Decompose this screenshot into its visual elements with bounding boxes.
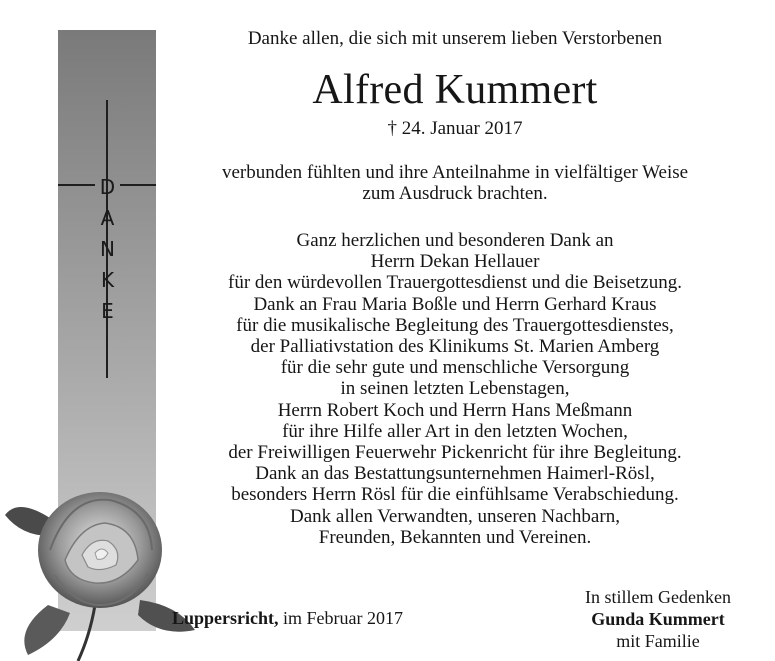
danke-letter: N [100,237,115,261]
place-date [172,608,403,629]
text-line: für die sehr gute und menschliche Versorgung [280,357,630,379]
text-line: besonders Herrn Rösl für die einfühlsame Verabschiedung. [231,484,679,506]
text-line: Ganz herzlichen und besonderen Dank an [296,230,614,251]
text-line: Herrn Dekan Hellauer [370,251,540,273]
sign-name: Gunda Kummert [591,609,725,629]
text-line: Herrn Robert Koch und Herrn Hans Meßmann [277,399,633,421]
cross-left-arm [58,184,95,186]
thanks-paragraph-2 [170,230,740,548]
death-date: † 24. Januar 2017 [387,118,523,139]
danke-letter: E [101,299,114,323]
deceased-name: Alfred Kummert [312,67,598,113]
signature-block [548,586,768,652]
text-line: für die musikalische Begleitung des Trauergottesdienstes, [236,314,674,336]
text-line: Dank an das Bestattungsunternehmen Haimerl-Rösl, [255,463,655,485]
text-line: Dank allen Verwandten, unseren Nachbarn, [290,505,620,527]
text-line: für ihre Hilfe aller Art in den letzten Wochen, [282,420,628,442]
text-line: Dank an Frau Maria Boßle und Herrn Gerhard Kraus [253,293,657,315]
danke-letter: A [100,206,115,230]
text-line: in seinen letzten Lebenstagen, [340,378,570,400]
danke-vertical-word [95,172,120,327]
thanks-paragraph-1 [170,162,740,204]
text-line: Freunden, Bekannten und Vereinen. [318,526,592,548]
text-line: für den würdevollen Trauergottesdienst und die Beisetzung. [228,272,682,294]
notice-date: im Februar 2017 [278,608,403,628]
danke-letter: K [100,268,115,292]
intro-line: Danke allen, die sich mit unserem lieben Verstorbenen [247,28,663,49]
text-line: zum Ausdruck brachten. [362,183,548,205]
sign-line-1: In stillem Gedenken [585,587,731,607]
sign-line-3: mit Familie [616,631,700,651]
text-line: der Freiwilligen Feuerwehr Pickenricht für ihre Begleitung. [228,442,682,464]
text-line: der Palliativstation des Klinikums St. Marien Amberg [250,336,660,358]
cross-right-arm [120,184,156,186]
danke-letter: D [99,175,116,199]
place-name: Luppersricht, [172,608,279,628]
text-line: verbunden fühlten und ihre Anteilnahme in vielfältiger Weise [221,162,689,183]
